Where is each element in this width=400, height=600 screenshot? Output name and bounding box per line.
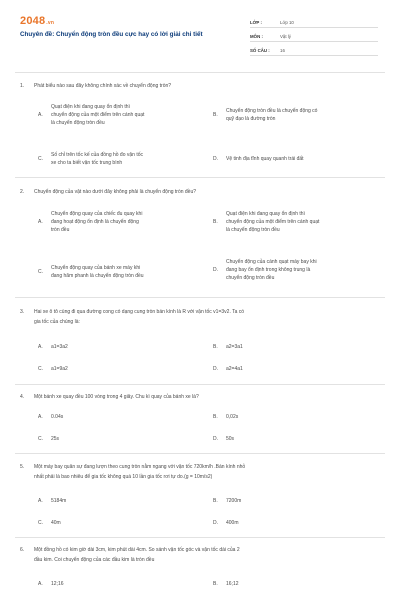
option-text: 0.04s — [51, 414, 64, 420]
option-text: Chuyển động của cánh quạt máy bay khi đang bay ổn định trong không trung là chuyển động tròn đều — [226, 259, 317, 281]
option-label: D. — [213, 436, 218, 442]
option-label: A. — [38, 344, 43, 350]
option-text: 40m — [51, 520, 61, 526]
question-text: Một đồng hồ có kim giờ dài 3cm, kim phút dài 4cm. So sánh vận tốc góc và vận tốc dài của 2 đầu kim. Coi chuyển động của các đầu kim là tròn đều — [34, 547, 240, 563]
option-text: a2=3a1 — [226, 344, 243, 350]
question-number: 2. — [20, 189, 25, 195]
option-label: A. — [38, 581, 43, 587]
page-title: Chuyên đề: Chuyển động tròn đều cực hay có lời giải chi tiết — [20, 31, 203, 38]
divider — [15, 537, 385, 538]
meta-value: Vật lý — [280, 34, 291, 39]
option-label: C. — [38, 366, 43, 372]
option-text: 7200m — [226, 498, 242, 504]
option-text: Chuyển động quay của chiếc đu quay khi đang hoạt động ổn định là chuyển động tròn đều — [51, 211, 143, 233]
option-text: 25s — [51, 436, 60, 442]
question-number: 3. — [20, 309, 25, 315]
question-text: Phát biểu nào sau đây không chính xác về chuyển động tròn? — [34, 83, 172, 89]
option-label: B. — [213, 581, 218, 587]
option-label: A. — [38, 112, 43, 118]
question-text: Hai xe ô tô cùng đi qua đường cong có dạng cung tròn bán kính là R với vận tốc v1=3v2. Ta có gia tốc của chúng là: — [34, 309, 245, 325]
question-text: Chuyển động của vật nào dưới đây không phải là chuyển động tròn đều? — [34, 189, 197, 195]
option-text: Quạt điện khi đang quay ổn định thì chuyển động của một điểm trên cánh quạt là chuyển động tròn đều — [51, 104, 145, 126]
question-number: 4. — [20, 394, 25, 400]
divider — [15, 297, 385, 298]
meta-key: MÔN : — [250, 34, 263, 39]
meta-key: LỚP : — [250, 20, 262, 25]
option-text: 5184m — [51, 498, 67, 504]
question-number: 1. — [20, 83, 25, 89]
meta-value: 16 — [280, 48, 285, 53]
option-label: C. — [38, 520, 43, 526]
option-label: B. — [213, 414, 218, 420]
option-label: C. — [38, 269, 43, 275]
document-header — [0, 0, 400, 70]
site-logo[interactable] — [20, 15, 54, 27]
option-label: A. — [38, 219, 43, 225]
question-number: 6. — [20, 547, 25, 553]
meta-value: Lớp 10 — [280, 20, 294, 25]
option-text: Chuyển động tròn đều là chuyển động có quỹ đạo là đường tròn — [226, 108, 318, 122]
meta-info — [250, 14, 378, 56]
option-label: B. — [213, 344, 218, 350]
question-text: Một bánh xe quay đều 100 vòng trong 4 giây. Chu kì quay của bánh xe là? — [34, 394, 199, 400]
option-label: B. — [213, 219, 218, 225]
option-label: D. — [213, 267, 218, 273]
option-text: Vệ tinh địa tĩnh quay quanh trái đất — [226, 156, 304, 162]
option-text: a1=3a2 — [51, 344, 68, 350]
option-label: B. — [213, 498, 218, 504]
option-text: Chuyển động quay của bánh xe máy khi đang hãm phanh là chuyển động tròn đều — [51, 265, 144, 279]
logo-suffix: .vn — [46, 20, 55, 26]
option-text: a1=9a2 — [51, 366, 68, 372]
option-text: Quạt điện khi đang quay ổn định thì chuyển động của một điểm trên cánh quạt là chuyển động tròn đều — [226, 211, 320, 233]
question-text: Một máy bay quân sự đang lượn theo cung tròn nằm ngang với vận tốc 720km/h .Bán kính nhỏ nhất phải là bao nhiêu để gia tốc không quá 10 lần gia tốc rơi tự do.(g = 10m/s2) — [34, 464, 246, 480]
option-text: 16;12 — [226, 581, 239, 587]
option-label: D. — [213, 156, 218, 162]
option-text: 12;16 — [51, 581, 64, 587]
option-label: D. — [213, 366, 218, 372]
option-label: A. — [38, 498, 43, 504]
option-text: 50s — [226, 436, 235, 442]
option-text: a2=4a1 — [226, 366, 243, 372]
option-label: C. — [38, 156, 43, 162]
header-divider — [15, 72, 385, 73]
meta-row-count — [250, 42, 378, 56]
option-label: D. — [213, 520, 218, 526]
meta-key: SỐ CÂU : — [250, 48, 270, 53]
divider — [15, 453, 385, 454]
option-label: C. — [38, 436, 43, 442]
meta-row-class — [250, 14, 378, 28]
logo-text: 2048 — [20, 15, 46, 27]
option-label: B. — [213, 112, 218, 118]
option-label: A. — [38, 414, 43, 420]
option-text: Số chỉ trên tốc kế của đồng hồ đo vận tốc xe cho ta biết vận tốc trung bình — [51, 152, 144, 166]
meta-row-subject — [250, 28, 378, 42]
divider — [15, 177, 385, 178]
option-text: 0,02s — [226, 414, 239, 420]
divider — [15, 384, 385, 385]
question-number: 5. — [20, 464, 25, 470]
option-text: 400m — [226, 520, 239, 526]
